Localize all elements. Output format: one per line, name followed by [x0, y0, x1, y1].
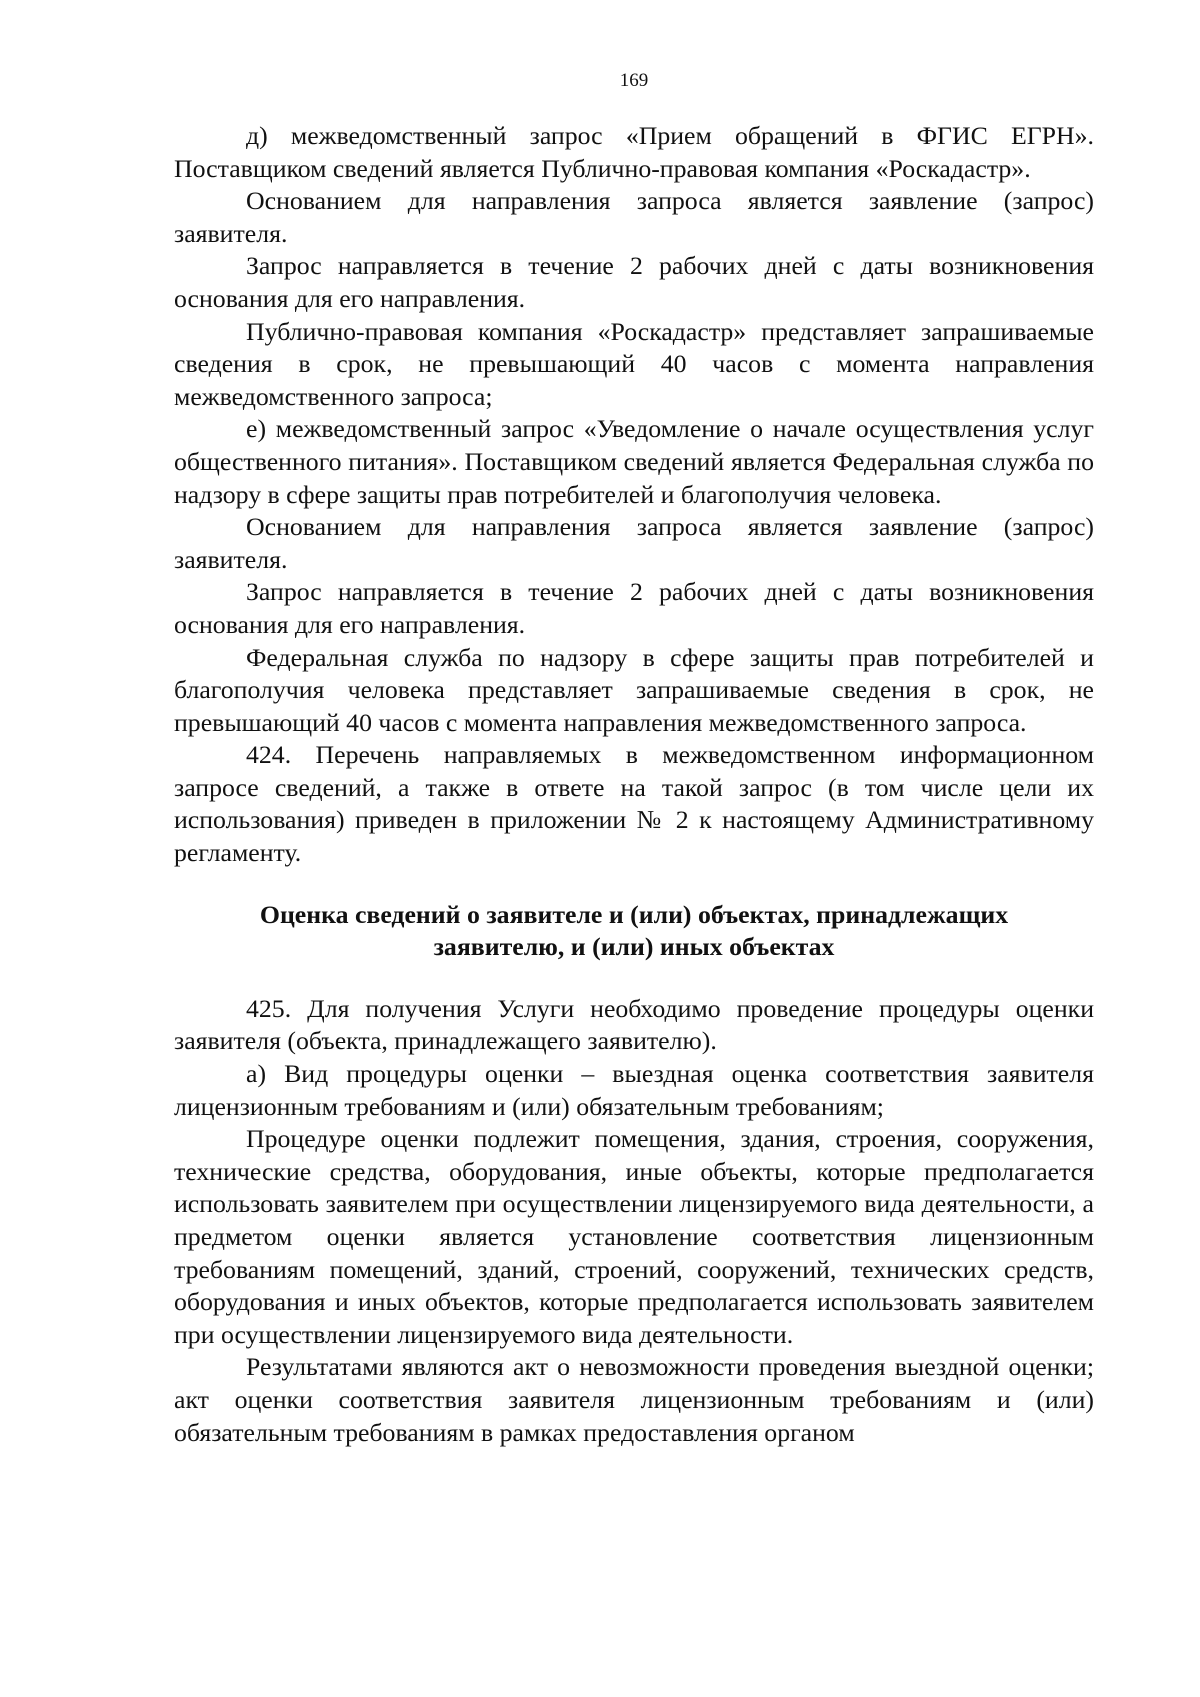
page-number: 169	[619, 70, 649, 91]
paragraph: Публично-правовая компания «Роскадастр» представляет запрашиваемые сведения в срок, не превышающий 40 часов с момента направления межведомственного запроса;	[174, 316, 1094, 411]
paragraph: д) межведомственный запрос «Прием обращений в ФГИС ЕГРН». Поставщиком сведений является Публично-правовая компания «Роскадастр».	[174, 121, 1094, 183]
paragraph: а) Вид процедуры оценки – выездная оценка соответствия заявителя лицензионным требованиям и (или) обязательным требованиям;	[174, 1059, 1094, 1121]
section-heading-line: Оценка сведений о заявителе и (или) объектах, принадлежащих	[259, 899, 1009, 929]
paragraph: е) межведомственный запрос «Уведомление о начале осуществления услуг общественного питания». Поставщиком сведений является Федеральная служба по надзору в сфере защиты прав потребителей и благополучия человека.	[174, 414, 1094, 509]
document-body	[174, 120, 1094, 1449]
paragraph: Основанием для направления запроса является заявление (запрос) заявителя.	[174, 512, 1094, 574]
paragraph: Федеральная служба по надзору в сфере защиты прав потребителей и благополучия человека представляет запрашиваемые сведения в срок, не превышающий 40 часов с момента направления межведомственного запроса.	[174, 642, 1094, 737]
paragraph: Запрос направляется в течение 2 рабочих дней с даты возникновения основания для его направления.	[174, 577, 1094, 639]
paragraph: Процедуре оценки подлежит помещения, здания, строения, сооружения, технические средства, оборудования, иные объекты, которые предполагается использовать заявителем при осуществлении лицензируемого вида деятельности, а предметом оценки является установление соответствия лицензионным требованиям помещений, зданий, строений, сооружений, технических средств, оборудования и иных объектов, которые предполагается использовать заявителем при осуществлении лицензируемого вида деятельности.	[174, 1124, 1094, 1349]
paragraph: Основанием для направления запроса является заявление (запрос) заявителя.	[174, 186, 1094, 248]
section-heading-line: заявителю, и (или) иных объектах	[433, 932, 835, 962]
paragraph: 425. Для получения Услуги необходимо проведение процедуры оценки заявителя (объекта, принадлежащего заявителю).	[174, 993, 1094, 1056]
paragraph: Результатами являются акт о невозможности проведения выездной оценки; акт оценки соответствия заявителя лицензионным требованиям и (или) обязательным требованиям в рамках предоставления органом	[174, 1352, 1094, 1447]
paragraph: 424. Перечень направляемых в межведомственном информационном запросе сведений, а также в ответе на такой запрос (в том числе цели их использования) приведен в приложении № 2 к настоящему Административному регламенту.	[174, 740, 1094, 868]
paragraph: Запрос направляется в течение 2 рабочих дней с даты возникновения основания для его направления.	[174, 251, 1094, 313]
section-heading	[174, 870, 1094, 993]
